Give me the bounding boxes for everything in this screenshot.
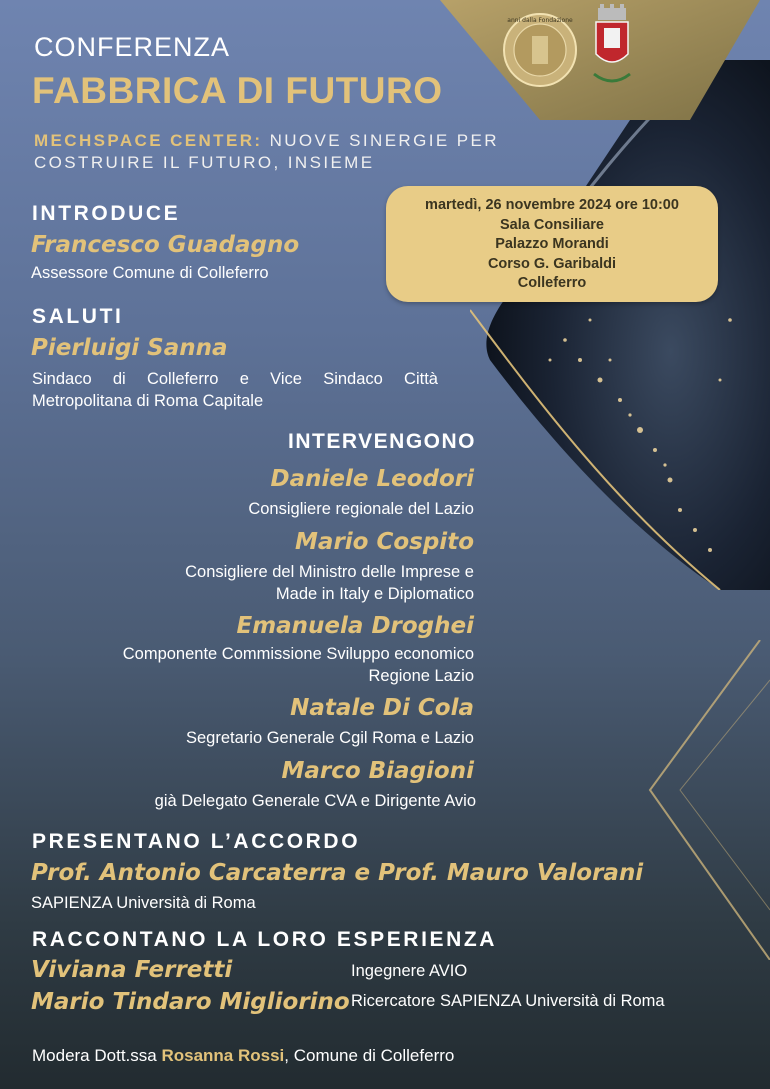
event-street: Corso G. Garibaldi: [487, 255, 617, 272]
speaker-name: Daniele Leodori: [270, 466, 474, 492]
earth-night-image: [470, 60, 770, 590]
event-building: Palazzo Morandi: [495, 236, 609, 252]
speaker-role: Componente Commissione Sviluppo economico: [122, 645, 474, 663]
speaker-name: Mario Tindaro Migliorino: [31, 989, 350, 1015]
moderator-line: [32, 1046, 454, 1066]
speaker-name: Prof. Antonio Carcaterra e Prof. Mauro Valorani: [31, 860, 644, 886]
section-heading-saluti: SALUTI: [32, 305, 124, 328]
section-heading-raccontano: RACCONTANO LA LORO ESPERIENZA: [32, 928, 498, 951]
speaker-name: Francesco Guadagno: [31, 232, 300, 258]
event-city: Colleferro: [517, 275, 587, 291]
speaker-role: Regione Lazio: [368, 667, 474, 685]
svg-text:anni dalla Fondazione: anni dalla Fondazione: [507, 17, 573, 24]
moderator-prefix: Modera Dott.ssa: [32, 1046, 162, 1065]
event-date: martedì, 26 novembre 2024 ore 10:00: [425, 197, 679, 213]
speaker-role: Sindaco di Colleferro e Vice Sindaco Città Metropolitana di Roma Capitale: [32, 370, 438, 410]
speaker-role: Consigliere del Ministro delle Imprese e: [185, 563, 474, 581]
subtitle: [34, 130, 514, 174]
foundation-seal-logo: [500, 10, 580, 90]
gold-line-decoration: [640, 640, 770, 960]
speaker-name: Marco Biagioni: [281, 758, 474, 784]
speaker-name: Pierluigi Sanna: [31, 335, 228, 361]
event-info-box: [386, 186, 718, 302]
subtitle-highlight: MECHSPACE CENTER:: [34, 131, 263, 150]
section-heading-intervengono: INTERVENGONO: [288, 430, 476, 453]
speaker-role: SAPIENZA Università di Roma: [31, 894, 256, 912]
speaker-role: Made in Italy e Diplomatico: [275, 585, 474, 603]
speaker-name: Viviana Ferretti: [31, 957, 233, 983]
page-title: FABBRICA DI FUTURO: [32, 70, 443, 111]
event-type-label: CONFERENZA: [34, 32, 231, 62]
section-heading-introduce: INTRODUCE: [32, 202, 181, 225]
speaker-name: Mario Cospito: [295, 529, 474, 555]
event-room: Sala Consiliare: [500, 216, 604, 233]
speaker-role: Consigliere regionale del Lazio: [248, 500, 474, 518]
speaker-name: Natale Di Cola: [290, 695, 474, 721]
colleferro-coat-of-arms-logo: [590, 4, 634, 90]
speaker-role: Segretario Generale Cgil Roma e Lazio: [186, 729, 474, 747]
section-heading-presentano: PRESENTANO L’ACCORDO: [32, 830, 361, 853]
speaker-name: Emanuela Droghei: [236, 613, 474, 639]
moderator-suffix: , Comune di Colleferro: [284, 1046, 455, 1065]
speaker-role: Ingegnere AVIO: [351, 962, 468, 980]
speaker-role: Assessore Comune di Colleferro: [31, 264, 269, 282]
moderator-name: Rosanna Rossi: [161, 1046, 285, 1065]
subtitle-text: NUOVE SINERGIE PER COSTRUIRE IL FUTURO, INSIEME: [34, 131, 499, 172]
speaker-role: già Delegato Generale CVA e Dirigente Avio: [154, 792, 476, 810]
speaker-role: Ricercatore SAPIENZA Università di Roma: [351, 992, 665, 1010]
